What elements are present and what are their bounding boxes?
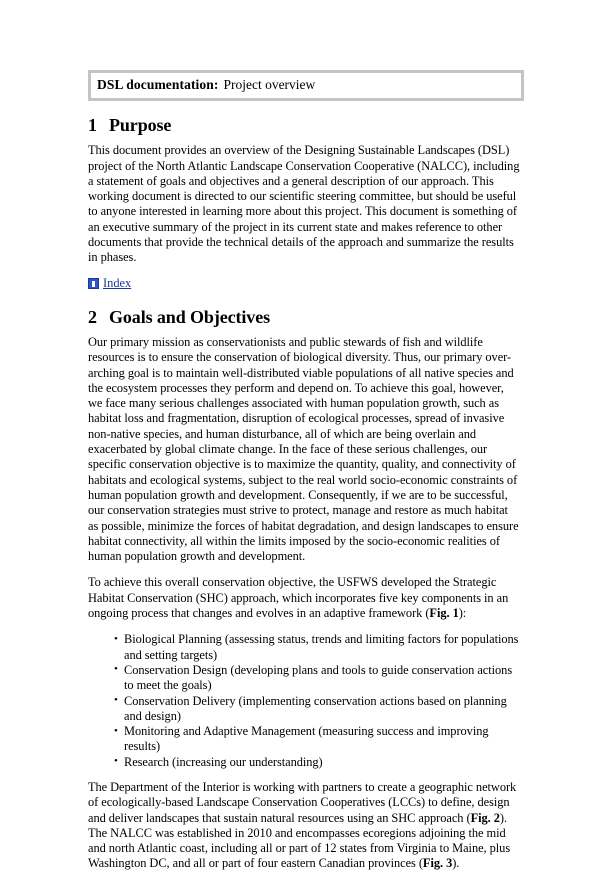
index-link[interactable]: Index bbox=[103, 275, 132, 290]
paragraph-purpose: This document provides an overview of the Designing Sustainable Landscapes (DSL) project of the North Atlantic Landscape Conservation Cooperative (NALCC), including a statement of goals and objectives and a general description of our approach. This working document is directed to our scientific steering committee, but should be useful to anyone interested in learning more about this project. This document is something of an executive summary of the project in its current state and makes reference to other documents that provide the technical details of the approach and summarize the results in phases. bbox=[88, 143, 520, 265]
paragraph-shc-intro bbox=[88, 575, 520, 621]
lcc-text-part1: The Department of the Interior is working with partners to create a geographic network of ecologically-based Landscape Conservation Cooperatives (LCCs) to define, design and deliver landscapes that sustain natural resources using an SHC approach ( bbox=[88, 780, 517, 825]
heading-goals-and-objectives bbox=[88, 307, 520, 328]
shc-text-after-ref: ): bbox=[458, 606, 467, 621]
lcc-text-part2: ). The NALCC was established in 2010 and encompasses ecoregions adjoining the mid and north Atlantic coast, including all or part of 12 states from Virginia to Maine, plus Washington DC, and all or part of four eastern Canadian provinces ( bbox=[88, 810, 511, 871]
list-item: • Conservation Delivery (implementing conservation actions based on planning and design) bbox=[114, 694, 520, 725]
titlebar-value: Project overview bbox=[223, 77, 316, 92]
titlebar-label: DSL documentation: bbox=[97, 77, 219, 92]
section-title-1: Purpose bbox=[109, 114, 172, 135]
list-item: • Biological Planning (assessing status, trends and limiting factors for populations and setting targets) bbox=[114, 632, 520, 663]
figure-reference-3: Fig. 3 bbox=[422, 856, 453, 871]
figure-reference-2: Fig. 2 bbox=[470, 810, 500, 825]
list-item: • Monitoring and Adaptive Management (measuring success and improving results) bbox=[114, 724, 520, 755]
list-item: • Research (increasing our understanding) bbox=[114, 755, 520, 770]
document-content bbox=[88, 70, 520, 872]
figure-reference-1: Fig. 1 bbox=[429, 606, 459, 621]
section-number-1: 1 bbox=[88, 114, 97, 135]
lcc-text-part3: ). bbox=[452, 856, 460, 871]
paragraph-lcc-network bbox=[88, 780, 520, 872]
section-number-2: 2 bbox=[88, 307, 97, 328]
index-bookmark-icon bbox=[88, 278, 99, 289]
list-item: • Conservation Design (developing plans and tools to guide conservation actions to meet the goals) bbox=[114, 663, 520, 694]
shc-text-before-ref: To achieve this overall conservation objective, the USFWS developed the Strategic Habitat Conservation (SHC) approach, which incorporates five key components in an ongoing process that changes and evolves in an adaptive framework ( bbox=[88, 575, 509, 621]
paragraph-goals-mission: Our primary mission as conservationists and public stewards of fish and wildlife resources is to ensure the conservation of biological diversity. Thus, our primary over-arching goal is to maintain well-distributed viable populations of all native species and the ecosystem processes they perform and depend on. To achieve this goal, however, we face many serious challenges associated with human population growth, such as habitat loss and fragmentation, disruption of ecological processes, spread of invasive non-native species, and human disturbance, all of which are being overlain and exacerbated by global climate change. In the face of these serious challenges, our specific conservation objective is to maximize the quantity, quality, and connectivity of habitats and ecological systems, subject to the real world socio-economic constraints of human population growth and development. Consequently, if we are to be successful, our conservation strategies must strive to protect, manage and restore as much habitat as possible, minimize the forces of habitat degradation, and design landscapes to ensure habitat connectivity, all within the limits imposed by the socio-economic realities of human population growth and development. bbox=[88, 334, 519, 564]
index-link-row[interactable] bbox=[88, 277, 520, 291]
heading-purpose bbox=[88, 115, 520, 136]
shc-components-list bbox=[88, 632, 520, 770]
document-titlebar bbox=[88, 70, 524, 101]
section-title-2: Goals and Objectives bbox=[109, 307, 271, 328]
